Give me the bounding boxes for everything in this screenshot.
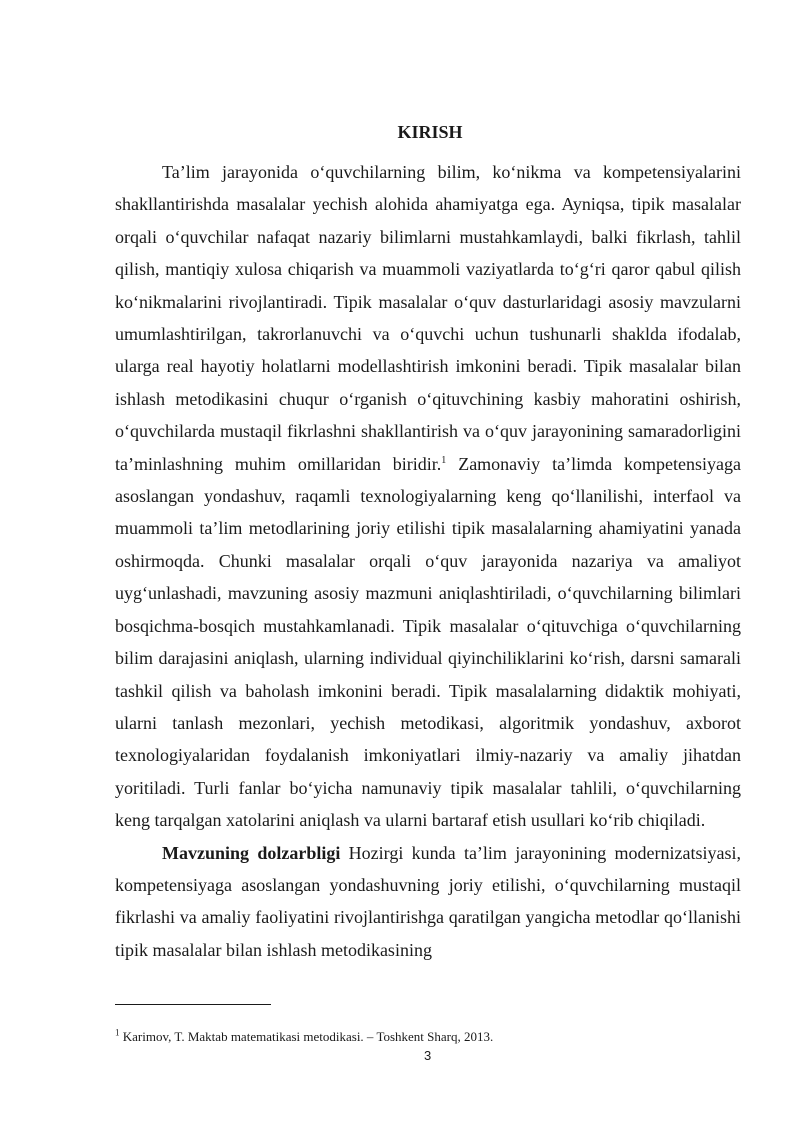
paragraph-intro [115, 156, 741, 837]
section-heading: KIRISH [397, 122, 463, 142]
paragraph-relevance-text: Hozirgi kunda ta’lim jarayonining modernizatsiyasi, kompetensiyaga asoslangan yondashuvning joriy etilishi, o‘quvchilarning mustaqil fikrlashi va amaliy faoliyatini rivojlantirishga qaratilgan yangicha metodlar qo‘llanishi tipik masalalar bilan ishlash metodikasining [115, 842, 742, 960]
relevance-lead-term: Mavzuning dolzarbligi [162, 842, 341, 863]
paragraph-intro-text: Ta’lim jarayonida o‘quvchilarning bilim, ko‘nikma va kompetensiyalarini shakllantirishda masalalar yechish alohida ahamiyatga ega. Ayniqsa, tipik masalalar orqali o‘quvchilar nafaqat nazariy bilimlarni mustahkamlaydi, balki fikrlash, tahlil qilish, mantiqiy xulosa chiqarish va muammoli vaziyatlarda to‘g‘ri qaror qabul qilish ko‘nikmalarini rivojlantiradi. Tipik masalalar o‘quv dasturlaridagi asosiy mavzularni umumlashtirilgan, takrorlanuvchi va o‘quvchi uchun tushunarli shaklda ifodalab, ularga real hayotiy holatlarni modellashtirish imkonini beradi. Tipik masalalar bilan ishlash metodikasini chuqur o‘rganish o‘qituvchining kasbiy mahoratini oshirish, o‘quvchilarda mustaqil fikrlashni shakllantirish va o‘quv jarayonining samaradorligini ta’minlashning muhim omillaridan biridir. [115, 162, 741, 474]
footnote-mark: 1 [115, 1027, 120, 1038]
body-text [115, 156, 741, 966]
paragraph-intro-continuation: Zamonaviy ta’limda kompetensiyaga asoslangan yondashuv, raqamli texnologiyalarning keng qo‘llanilishi, interfaol va muammoli ta’lim metodlarining joriy etilishi tipik masalalarning ahamiyatini yanada oshirmoqda. Chunki masalalar orqali o‘quv jarayonida nazariya va amaliyot uyg‘unlashadi, mavzuning asosiy mazmuni aniqlashtiriladi, o‘quvchilarning bilimlari bosqichma-bosqich mustahkamlanadi. Tipik masalalar o‘qituvchiga o‘quvchilarning bilim darajasini aniqlash, ularning individual qiyinchiliklarini ko‘rish, darsni samarali tashkil qilish va baholash imkonini beradi. Tipik masalalarning didaktik mohiyati, ularni tanlash mezonlari, yechish metodikasi, algoritmik yondashuv, axborot texnologiyalaridan foydalanish imkoniyatlari ilmiy-nazariy va amaliy jihatdan yoritiladi. Turli fanlar bo‘yicha namunaviy tipik masalalar tahlili, o‘quvchilarning keng tarqalgan xatolarini aniqlash va ularni bartaraf etish usullari ko‘rib chiqiladi. [115, 453, 741, 831]
footnote-separator [115, 1004, 271, 1005]
paragraph-relevance [115, 837, 741, 967]
footnote-reference[interactable]: 1 [441, 454, 447, 466]
footnote-text: Karimov, T. Maktab matematikasi metodikasi. – Toshkent Sharq, 2013. [119, 1029, 494, 1044]
page-number: 3 [424, 1048, 432, 1063]
footnote [115, 1028, 741, 1046]
